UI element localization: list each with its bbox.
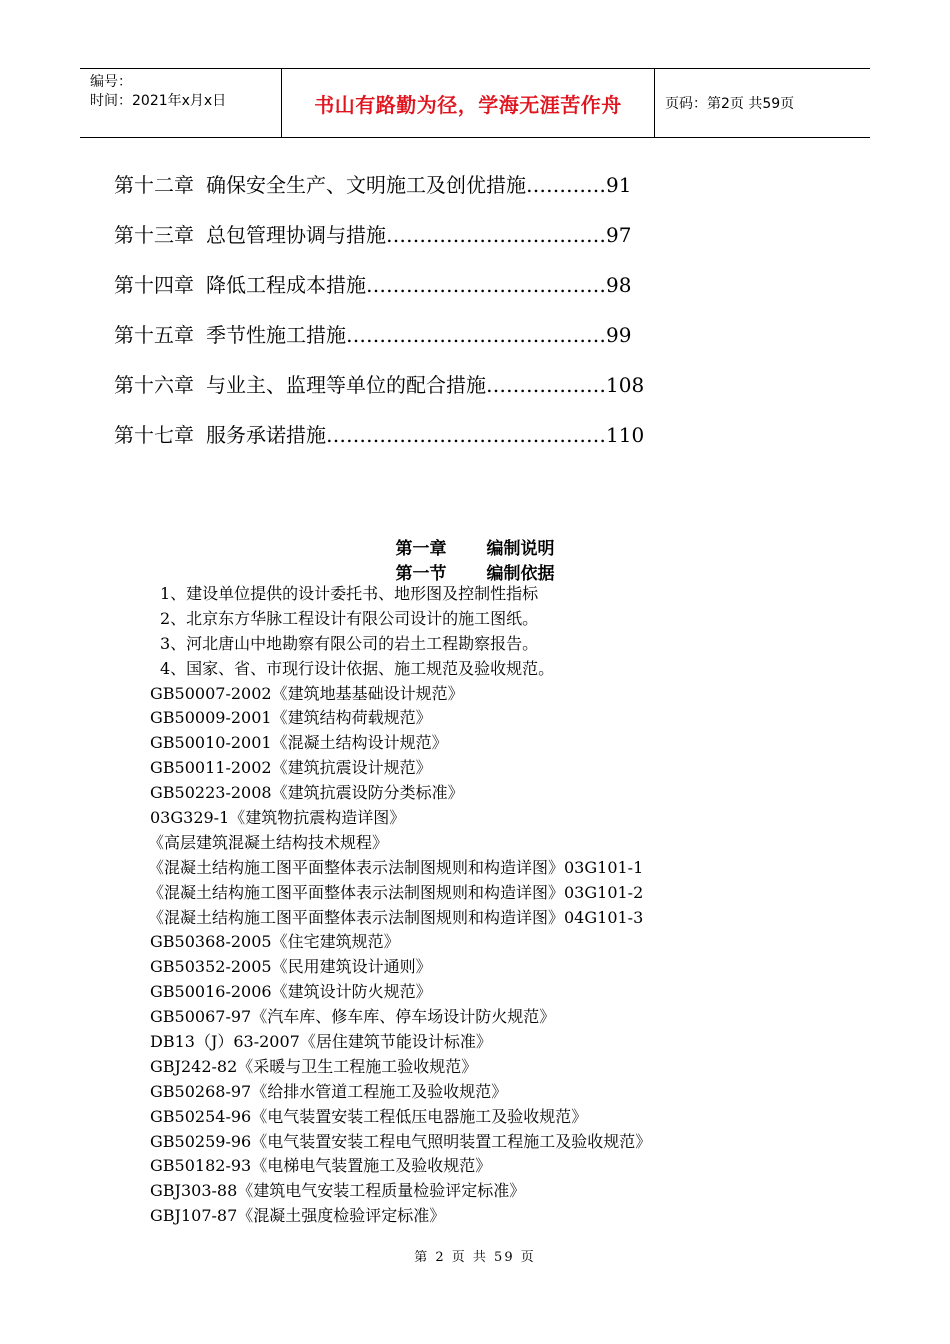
standard-item: GB50268-97《给排水管道工程施工及验收规范》 (150, 1081, 508, 1101)
standard-item: GB50254-96《电气装置安装工程低压电器施工及验收规范》 (150, 1106, 588, 1126)
toc-chapter: 第十六章 (114, 373, 194, 397)
standard-item: GB50368-2005《住宅建筑规范》 (150, 932, 400, 952)
toc-entry (114, 418, 734, 468)
standard-item: GB50259-96《电气装置安装工程电气照明装置工程施工及验收规范》 (150, 1131, 652, 1151)
toc-chapter: 第十七章 (114, 423, 194, 447)
basis-item: 4、国家、省、市现行设计依据、施工规范及验收规范。 (160, 658, 555, 678)
toc-title: 季节性施工措施…………………………………99 (206, 323, 632, 347)
header-motto: 书山有路勤为径，学海无涯苦作舟 (282, 69, 655, 137)
header-code: 编号： (90, 74, 132, 90)
standard-item: GB50067-97《汽车库、修车库、停车场设计防火规范》 (150, 1007, 556, 1027)
toc-entry (114, 268, 734, 318)
toc-chapter: 第十二章 (114, 173, 194, 197)
section-heading (0, 559, 950, 584)
toc-chapter: 第十四章 (114, 273, 194, 297)
standard-item: GB50016-2006《建筑设计防火规范》 (150, 982, 432, 1002)
standard-item: GB50010-2001《混凝土结构设计规范》 (150, 733, 448, 753)
header-page-info: 页码：第2页 共59页 (665, 96, 795, 112)
standard-item: DB13（J）63-2007《居住建筑节能设计标准》 (150, 1032, 492, 1052)
basis-item: 3、河北唐山中地勘察有限公司的岩土工程勘察报告。 (160, 633, 539, 653)
toc-entry (114, 168, 734, 218)
standard-item: GB50182-93《电梯电气装置施工及验收规范》 (150, 1156, 492, 1176)
standard-item: GBJ107-87《混凝土强度检验评定标准》 (150, 1206, 446, 1226)
table-of-contents (114, 168, 734, 468)
standard-item: 03G329-1《建筑物抗震构造详图》 (150, 808, 406, 828)
toc-entry (114, 368, 734, 418)
standard-item: GB50011-2002《建筑抗震设计规范》 (150, 758, 432, 778)
basis-item: 1、建设单位提供的设计委托书、地形图及控制性指标 (160, 584, 539, 603)
chapter-title: 编制说明 (486, 539, 555, 559)
standard-item: GB50223-2008《建筑抗震设防分类标准》 (150, 783, 464, 803)
toc-title: 降低工程成本措施………………………………98 (206, 273, 632, 297)
standard-item: GB50007-2002《建筑地基基础设计规范》 (150, 683, 464, 703)
toc-entry (114, 318, 734, 368)
standard-item: 《混凝土结构施工图平面整体表示法制图规则和构造详图》03G101-1 (148, 857, 644, 877)
header-meta (80, 69, 282, 137)
chapter-number: 第一章 (395, 539, 447, 559)
standard-item: GBJ242-82《采暖与卫生工程施工验收规范》 (150, 1056, 478, 1076)
toc-chapter: 第十五章 (114, 323, 194, 347)
toc-entry (114, 218, 734, 268)
section-title: 编制依据 (486, 564, 555, 584)
toc-title: 确保安全生产、文明施工及创优措施…………91 (206, 173, 632, 197)
toc-title: 总包管理协调与措施……………………………97 (206, 223, 632, 247)
standard-item: GB50009-2001《建筑结构荷载规范》 (150, 708, 432, 728)
standard-item: 《高层建筑混凝土结构技术规程》 (148, 832, 389, 852)
document-body (150, 582, 750, 1229)
chapter-heading (0, 534, 950, 559)
page-footer: 第 2 页 共 59 页 (414, 1250, 536, 1265)
standard-item: GBJ303-88《建筑电气安装工程质量检验评定标准》 (150, 1181, 526, 1201)
toc-title: 服务承诺措施……………………………………110 (206, 423, 645, 447)
standard-item: GB50352-2005《民用建筑设计通则》 (150, 957, 432, 977)
standard-item: 《混凝土结构施工图平面整体表示法制图规则和构造详图》03G101-2 (148, 882, 644, 902)
header-date: 时间：2021年x月x日 (90, 93, 227, 109)
toc-chapter: 第十三章 (114, 223, 194, 247)
basis-item: 2、北京东方华脉工程设计有限公司设计的施工图纸。 (160, 608, 539, 628)
toc-title: 与业主、监理等单位的配合措施………………108 (206, 373, 645, 397)
page-header (80, 68, 870, 138)
section-number: 第一节 (395, 564, 447, 584)
standard-item: 《混凝土结构施工图平面整体表示法制图规则和构造详图》04G101-3 (148, 907, 644, 927)
